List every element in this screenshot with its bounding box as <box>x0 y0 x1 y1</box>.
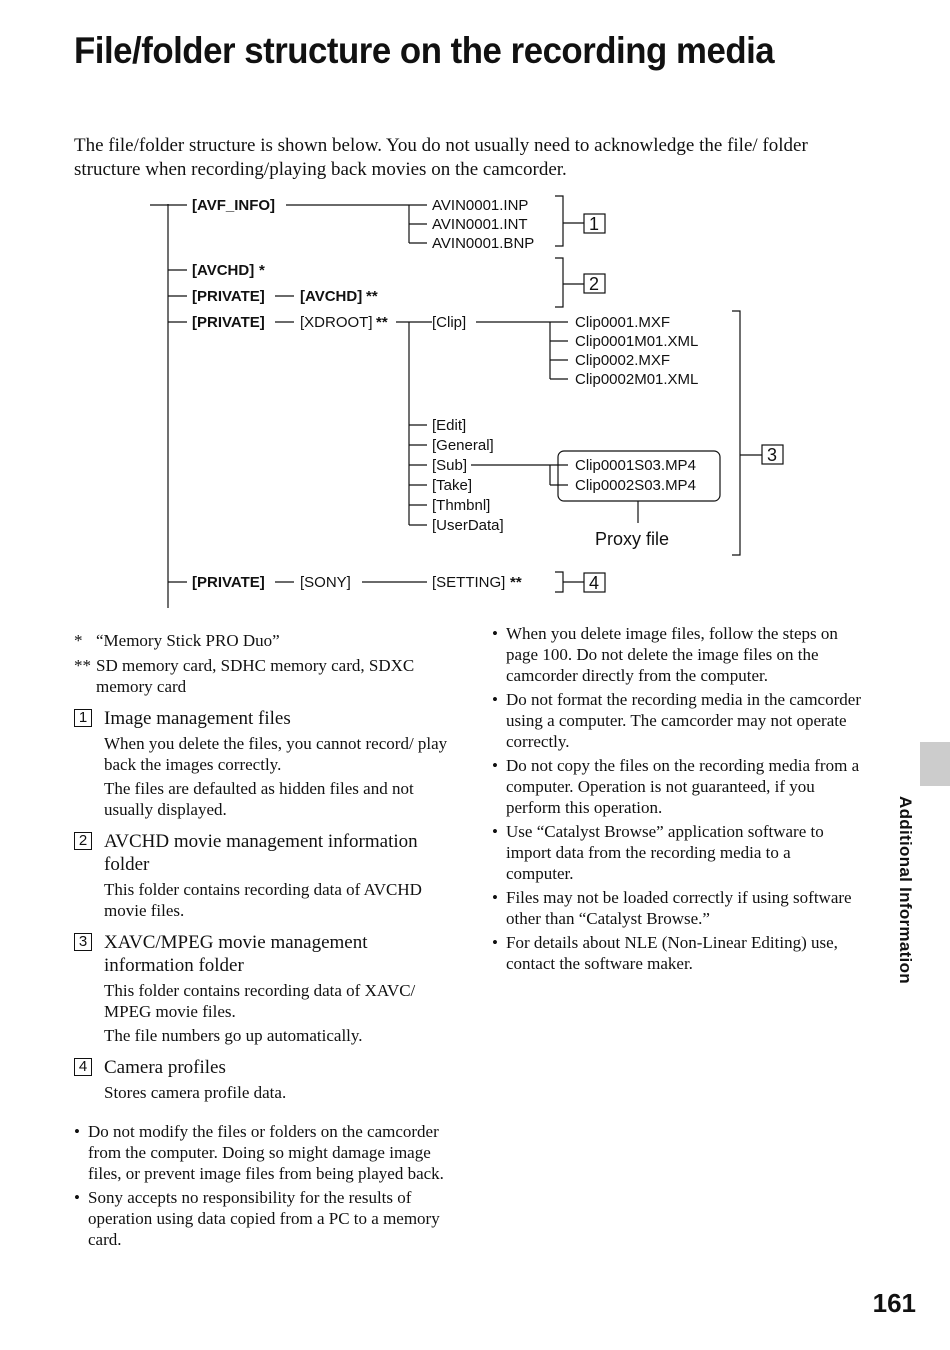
thmbnl-folder: [Thmbnl] <box>432 497 491 514</box>
bullet-item: • Do not modify the files or folders on the camcorder from the computer. Doing so might damage image files, or prevent image files from being played back. <box>74 1121 449 1184</box>
section-text: The files are defaulted as hidden files and not usually displayed. <box>104 779 414 819</box>
bullet-item: • When you delete image files, follow the steps on page 100. Do not delete the image files on the camcorder directly from the computer. <box>492 623 862 686</box>
bracket-1 <box>555 196 563 246</box>
section-number: 1 <box>74 709 92 727</box>
footnote-text: “Memory Stick PRO Duo” <box>96 631 280 650</box>
marker-1: 1 <box>589 214 600 234</box>
proxy-file-2: Clip0002S03.MP4 <box>575 477 696 494</box>
bracket-3 <box>732 311 740 555</box>
folder-structure-diagram <box>0 190 950 615</box>
clip-file-4: Clip0002M01.XML <box>575 371 699 388</box>
avin-int-file: AVIN0001.INT <box>432 216 528 233</box>
section-number: 2 <box>74 832 92 850</box>
bullet-item: • Do not copy the files on the recording media from a computer. Operation is not guaranteed, if you perform this operation. <box>492 755 862 818</box>
marker-2: 2 <box>589 274 600 294</box>
avchd-sub-folder: [AVCHD] <box>300 288 363 305</box>
proxy-file-1: Clip0001S03.MP4 <box>575 457 696 474</box>
clip-folder: [Clip] <box>432 314 467 331</box>
left-bullet-list <box>74 1121 449 1250</box>
avin-inp-file: AVIN0001.INP <box>432 197 529 214</box>
proxy-file-label: Proxy file <box>595 529 670 549</box>
userdata-folder: [UserData] <box>432 517 504 534</box>
section-text: The file numbers go up automatically. <box>104 1026 363 1045</box>
bullet-item: • For details about NLE (Non-Linear Editing) use, contact the software maker. <box>492 932 862 974</box>
section-number: 4 <box>74 1058 92 1076</box>
private-folder-1: [PRIVATE] <box>192 288 265 305</box>
section-number: 3 <box>74 933 92 951</box>
bracket-2 <box>555 258 563 307</box>
right-column <box>492 623 862 977</box>
section-text: Stores camera profile data. <box>104 1083 287 1102</box>
page-number: 161 <box>872 1288 916 1318</box>
bullet-item: • Files may not be loaded correctly if using software other than “Catalyst Browse.” <box>492 887 862 929</box>
footnote-mark: ** <box>74 656 91 675</box>
footnote <box>74 630 449 651</box>
section-2 <box>74 830 449 921</box>
intro-paragraph: The file/folder structure is shown below. You do not usually need to acknowledge the file/ folder structure when recording/playing back movies on the camcorder. <box>74 135 808 180</box>
xdroot-folder: [XDROOT] <box>300 314 373 331</box>
footnote <box>74 655 449 697</box>
section-text: When you delete the files, you cannot record/ play back the images correctly. <box>104 734 448 774</box>
bracket-4 <box>555 572 563 592</box>
avchd-root-folder: [AVCHD] <box>192 262 255 279</box>
page-title: File/folder structure on the recording media <box>74 30 775 71</box>
private-folder-3: [PRIVATE] <box>192 574 265 591</box>
section-text: This folder contains recording data of XAVC/ MPEG movie files. <box>104 981 416 1021</box>
bullet-item: • Sony accepts no responsibility for the results of operation using data copied from a PC to a memory card. <box>74 1187 449 1250</box>
footnote-text: SD memory card, SDHC memory card, SDXC memory card <box>96 656 415 696</box>
marker-3: 3 <box>767 445 778 465</box>
section-heading: Camera profiles <box>104 1057 226 1078</box>
edit-folder: [Edit] <box>432 417 467 434</box>
take-folder: [Take] <box>432 477 473 494</box>
sony-folder: [SONY] <box>300 574 351 591</box>
section-1 <box>74 707 449 820</box>
clip-file-1: Clip0001.MXF <box>575 314 671 331</box>
side-label-text: Additional Information <box>896 796 915 984</box>
sd-card-mark-2: ** <box>376 314 388 331</box>
avin-bnp-file: AVIN0001.BNP <box>432 235 535 252</box>
sd-card-mark-3: ** <box>510 574 522 591</box>
avf-info-folder: [AVF_INFO] <box>192 197 276 214</box>
section-tab <box>920 742 950 786</box>
section-4 <box>74 1056 449 1103</box>
marker-4: 4 <box>589 573 600 593</box>
memory-stick-mark: * <box>259 262 265 279</box>
left-column <box>74 630 449 1253</box>
sd-card-mark-1: ** <box>366 288 378 305</box>
setting-folder: [SETTING] <box>432 574 506 591</box>
section-heading: XAVC/MPEG movie management information folder <box>104 932 368 976</box>
right-bullet-list <box>492 623 862 974</box>
bullet-item: • Do not format the recording media in the camcorder using a computer. The camcorder may not operate correctly. <box>492 689 862 752</box>
clip-file-3: Clip0002.MXF <box>575 352 671 369</box>
sub-folder: [Sub] <box>432 457 468 474</box>
section-heading: Image management files <box>104 708 291 729</box>
clip-file-2: Clip0001M01.XML <box>575 333 699 350</box>
general-folder: [General] <box>432 437 494 454</box>
section-3 <box>74 931 449 1046</box>
bullet-item: • Use “Catalyst Browse” application software to import data from the recording media to a computer. <box>492 821 862 884</box>
footnote-mark: * <box>74 631 83 650</box>
section-text: This folder contains recording data of AVCHD movie files. <box>104 880 422 920</box>
section-heading: AVCHD movie management information folder <box>104 831 418 875</box>
private-folder-2: [PRIVATE] <box>192 314 265 331</box>
